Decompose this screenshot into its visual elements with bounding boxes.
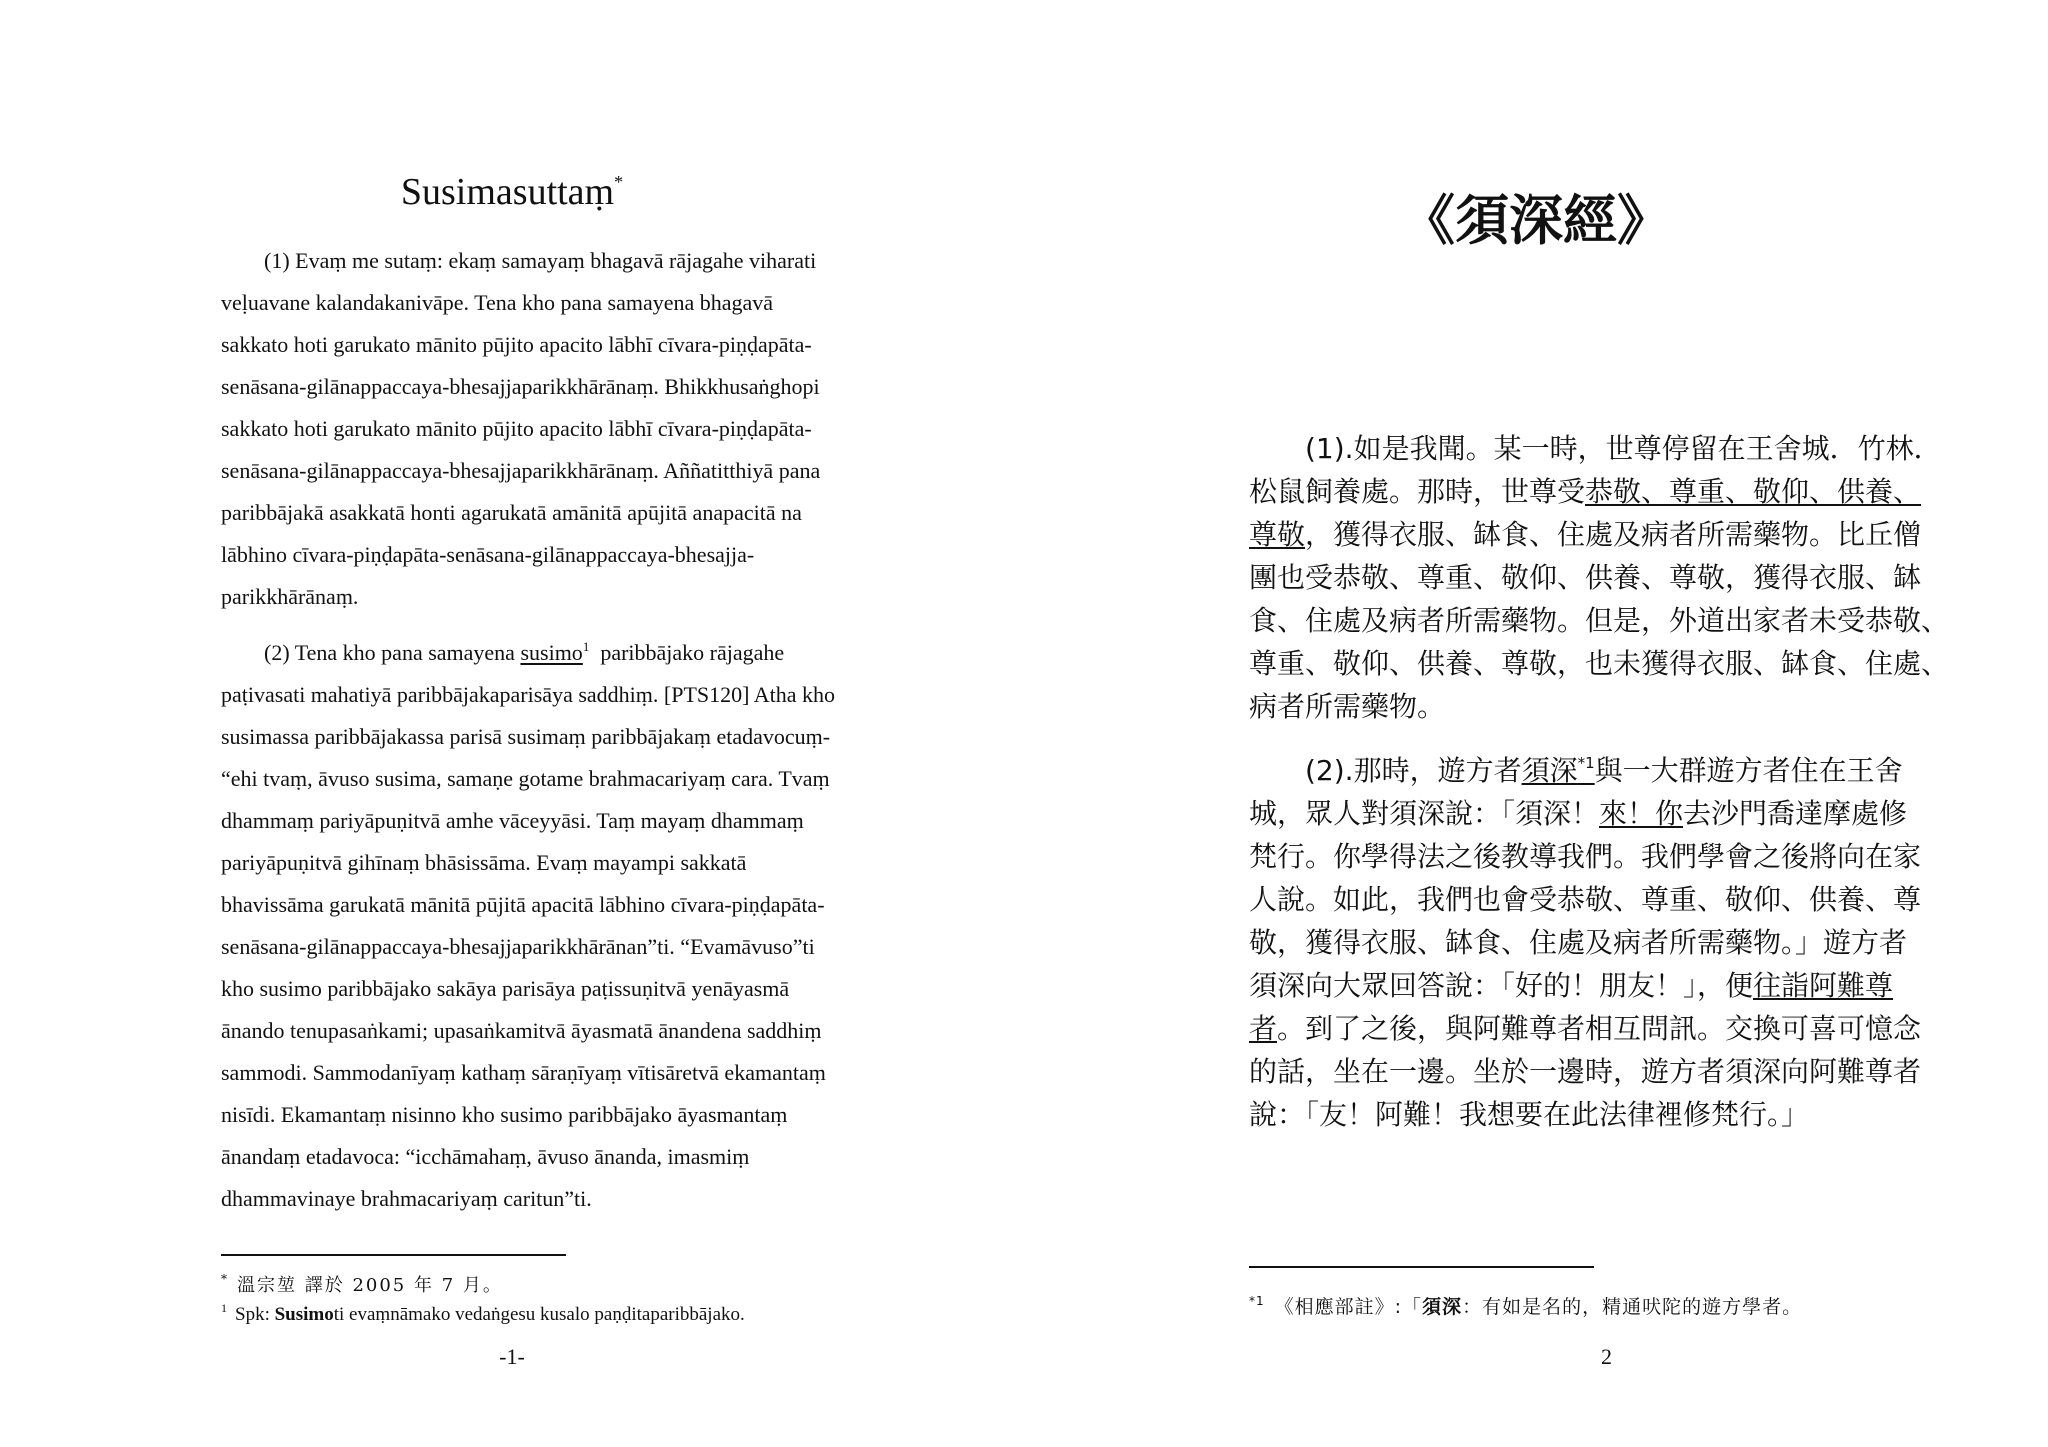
underlined-text [1522, 754, 1595, 787]
footnote-divider-right [1249, 1266, 1594, 1268]
footnote-text: 《相應部註》:「 [1274, 1296, 1423, 1318]
text-line: 說：「友！阿難！我想要在此法律裡修梵行。」 [1249, 1098, 1810, 1131]
text-line: lābhino cīvara-piṇḍapāta-senāsana-gilānappaccaya-bhesajja- [221, 542, 755, 567]
underlined-text: 往詣阿難尊 [1753, 969, 1894, 1002]
text-line: nisīdi. Ekamantaṃ nisinno kho susimo paribbājako āyasmantaṃ [221, 1102, 788, 1127]
chinese-body [1249, 427, 1949, 1150]
page-number-right: 2 [1601, 1344, 1612, 1369]
footnote-commentary [1249, 1288, 1802, 1320]
title-footnote-mark: * [614, 172, 624, 192]
text-line: ānando tenupasaṅkami; upasaṅkamitvā āyasmatā ānandena saddhiṃ [221, 1018, 822, 1043]
text-run: ，獲得衣服、缽食、住處及病者所需藥物。比丘僧 [1305, 518, 1922, 551]
footnote-bold: 須深 [1422, 1296, 1463, 1318]
text-line: pariyāpuṇitvā gihīnaṃ bhāsissāma. Evaṃ mayampi sakkatā [221, 850, 747, 875]
text-run: 與一大群遊方者住在王舍 [1594, 754, 1903, 787]
page-number-left: -1- [499, 1344, 525, 1369]
underlined-text: 恭敬、尊重、敬仰、供養、 [1585, 475, 1922, 508]
pali-title-text: Susimasuttaṃ [400, 171, 615, 213]
text-line: ānandaṃ etadavoca: “icchāmahaṃ, āvuso ānanda, imasmiṃ [221, 1144, 750, 1169]
footnote-mark: 1 [221, 1301, 227, 1315]
text-line: paribbājakā asakkatā honti agarukatā amānitā apūjitā anapacitā na [221, 500, 802, 525]
text-run: paribbājako rājagahe [589, 640, 785, 665]
text-run: 城，眾人對須深說：「須深！ [1249, 797, 1600, 830]
text-line: sakkato hoti garukato mānito pūjito apacito lābhī cīvara-piṇḍapāta- [221, 416, 812, 441]
text-line: 食、住處及病者所需藥物。但是，外道出家者未受恭敬、 [1249, 604, 1950, 637]
text-line: dhammaṃ pariyāpuṇitvā amhe vāceyyāsi. Taṃ mayaṃ dhammaṃ [221, 808, 804, 833]
text-line [1249, 792, 1949, 835]
footnote-spk [221, 1295, 745, 1328]
chinese-title: 《須深經》 [1401, 188, 1671, 252]
text-line: (1).如是我聞。某一時，世尊停留在王舍城．竹林． [1305, 432, 1942, 465]
text-run: 須深向大眾回答說：「好的！朋友！」，便 [1249, 969, 1754, 1002]
text-line: dhammavinaye brahmacariyaṃ caritun”ti. [221, 1186, 592, 1211]
footnote-text: Spk: [235, 1304, 275, 1325]
text-line [1249, 470, 1949, 513]
text-run: 去沙門喬達摩處修 [1683, 797, 1908, 830]
underlined-text: 來！你 [1599, 797, 1684, 830]
text-run: (2) Tena kho pana samayena [264, 640, 521, 665]
pali-paragraph-2 [221, 626, 891, 1220]
text-line: “ehi tvaṃ, āvuso susima, samaṇe gotame brahmacariyaṃ cara. Tvaṃ [221, 766, 830, 791]
footnote-ref-1: 1 [582, 639, 590, 654]
text-line: 尊重、敬仰、供養、尊敬，也未獲得衣服、缽食、住處、 [1249, 647, 1950, 680]
footnote-text: ti evaṃnāmako vedaṅgesu kusalo paṇḍitaparibbājako. [333, 1304, 745, 1325]
pali-body [221, 240, 891, 1228]
chinese-paragraph-1 [1249, 427, 1949, 728]
footnote-ref: *1 [1577, 754, 1595, 772]
pali-title [0, 158, 1024, 216]
text-run: (2).那時，遊方者 [1305, 754, 1522, 787]
pali-paragraph-2-first-line [221, 626, 891, 674]
text-line: paṭivasati mahatiyā paribbājakaparisāya saddhiṃ. [PTS120] Atha kho [221, 682, 836, 707]
footnote-mark: * [221, 1272, 229, 1286]
text-run: 。到了之後，與阿難尊者相互問訊。交換可喜可憶念 [1277, 1012, 1922, 1045]
pali-paragraph-1 [221, 240, 891, 618]
text-line: parikkhārānaṃ. [221, 584, 359, 609]
text-line: sammodi. Sammodanīyaṃ kathaṃ sāraṇīyaṃ vītisāretvā ekamantaṃ [221, 1060, 826, 1085]
text-line: senāsana-gilānappaccaya-bhesajjaparikkhārānan”ti. “Evamāvuso”ti [221, 934, 815, 959]
footnote-bold: Susimo [274, 1304, 334, 1325]
text-line: 的話，坐在一邊。坐於一邊時，遊方者須深向阿難尊者 [1249, 1055, 1922, 1088]
susimo-underlined: susimo [520, 640, 583, 665]
text-run: 松鼠飼養處。那時，世尊受 [1249, 475, 1586, 508]
text-line [1249, 513, 1949, 556]
footnote-text: 溫宗堃 譯於 2005 年 7 月。 [237, 1275, 503, 1296]
text-line: kho susimo paribbājako sakāya parisāya paṭissuṇitvā yenāyasmā [221, 976, 790, 1001]
text-line: 病者所需藥物。 [1249, 690, 1446, 723]
text-line: 梵行。你學得法之後教導我們。我們學會之後將向在家 [1249, 840, 1922, 873]
text-line: susimassa paribbājakassa parisā susimaṃ paribbājakaṃ etadavocuṃ- [221, 724, 831, 749]
text-run: 須深 [1521, 754, 1578, 787]
text-line [1249, 1007, 1949, 1050]
text-line: 敬，獲得衣服、缽食、住處及病者所需藥物。」遊方者 [1249, 926, 1908, 959]
text-line: (1) Evaṃ me sutaṃ: ekaṃ samayaṃ bhagavā rājagahe viharati [264, 248, 817, 273]
chinese-paragraph-2 [1249, 742, 1949, 1136]
underlined-text: 者 [1249, 1012, 1278, 1045]
text-line: senāsana-gilānappaccaya-bhesajjaparikkhārānaṃ. Bhikkhusaṅghopi [221, 374, 820, 399]
text-line: bhavissāma garukatā mānitā pūjitā apacitā lābhino cīvara-piṇḍapāta- [221, 892, 825, 917]
text-line: 人說。如此，我們也會受恭敬、尊重、敬仰、供養、尊 [1249, 883, 1922, 916]
underlined-text: 尊敬 [1249, 518, 1306, 551]
footnote-mark: *1 [1249, 1294, 1265, 1308]
text-line [1249, 964, 1949, 1007]
text-line: veḷuavane kalandakanivāpe. Tena kho pana samayena bhagavā [221, 290, 774, 315]
text-line: senāsana-gilānappaccaya-bhesajjaparikkhārānaṃ. Aññatitthiyā pana [221, 458, 821, 483]
footnote-text: ：有如是名的，精通吠陀的遊方學者。 [1462, 1296, 1803, 1318]
text-line: 團也受恭敬、尊重、敬仰、供養、尊敬，獲得衣服、缽 [1249, 561, 1922, 594]
text-line: sakkato hoti garukato mānito pūjito apacito lābhī cīvara-piṇḍapāta- [221, 332, 812, 357]
text-line [1249, 742, 1949, 792]
footnote-divider [221, 1254, 566, 1256]
